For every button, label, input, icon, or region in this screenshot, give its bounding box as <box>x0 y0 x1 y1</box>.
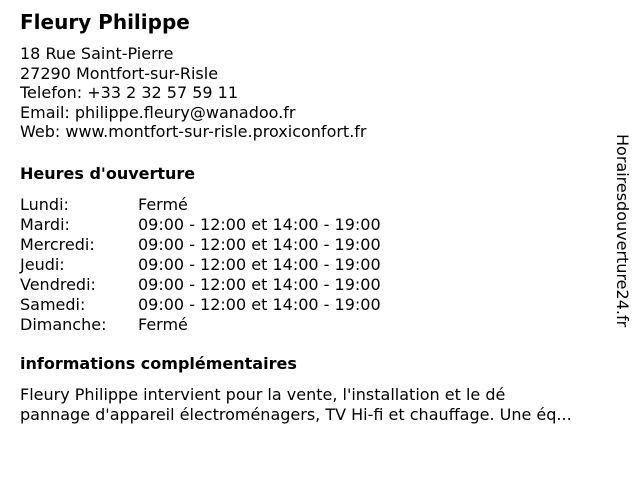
hours-row-sunday <box>20 315 381 335</box>
info-line: Fleury Philippe intervient pour la vente, l'installation et le dé <box>20 385 506 404</box>
additional-info-heading: informations complémentaires <box>20 354 297 373</box>
day-hours: Fermé <box>138 315 188 334</box>
day-label: Mardi: <box>20 215 70 234</box>
day-hours: 09:00 - 12:00 et 14:00 - 19:00 <box>138 215 381 234</box>
opening-hours-heading: Heures d'ouverture <box>20 164 196 183</box>
hours-row-wednesday <box>20 235 381 255</box>
street-address: 18 Rue Saint-Pierre <box>20 44 174 63</box>
email-address: Email: philippe.fleury@wanadoo.fr <box>20 102 296 122</box>
hours-row-saturday <box>20 295 381 315</box>
day-hours: 09:00 - 12:00 et 14:00 - 19:00 <box>138 295 381 314</box>
day-hours: Fermé <box>138 195 188 214</box>
hours-row-friday <box>20 275 381 295</box>
day-label: Jeudi: <box>20 255 65 274</box>
hours-row-thursday <box>20 255 381 275</box>
business-name: Fleury Philippe <box>20 10 190 34</box>
day-label: Samedi: <box>20 295 86 314</box>
additional-info-text <box>20 385 625 425</box>
hours-row-tuesday <box>20 215 381 235</box>
day-hours: 09:00 - 12:00 et 14:00 - 19:00 <box>138 235 381 254</box>
info-line: pannage d'appareil électroménagers, TV Hi-fi et chauffage. Une éq... <box>20 405 572 424</box>
day-hours: 09:00 - 12:00 et 14:00 - 19:00 <box>138 275 381 294</box>
city-postcode: 27290 Montfort-sur-Risle <box>20 63 219 83</box>
hours-row-monday <box>20 195 381 215</box>
day-label: Lundi: <box>20 195 69 214</box>
website-address: Web: www.montfort-sur-risle.proxiconfort.fr <box>20 122 367 141</box>
day-label: Mercredi: <box>20 235 95 254</box>
contact-block <box>20 44 367 142</box>
day-label: Dimanche: <box>20 315 107 334</box>
opening-hours-table <box>20 195 381 335</box>
day-label: Vendredi: <box>20 275 96 294</box>
day-hours: 09:00 - 12:00 et 14:00 - 19:00 <box>138 255 381 274</box>
site-watermark: Horairesdouverture24.fr <box>613 134 632 328</box>
phone-number: Telefon: +33 2 32 57 59 11 <box>20 83 239 102</box>
